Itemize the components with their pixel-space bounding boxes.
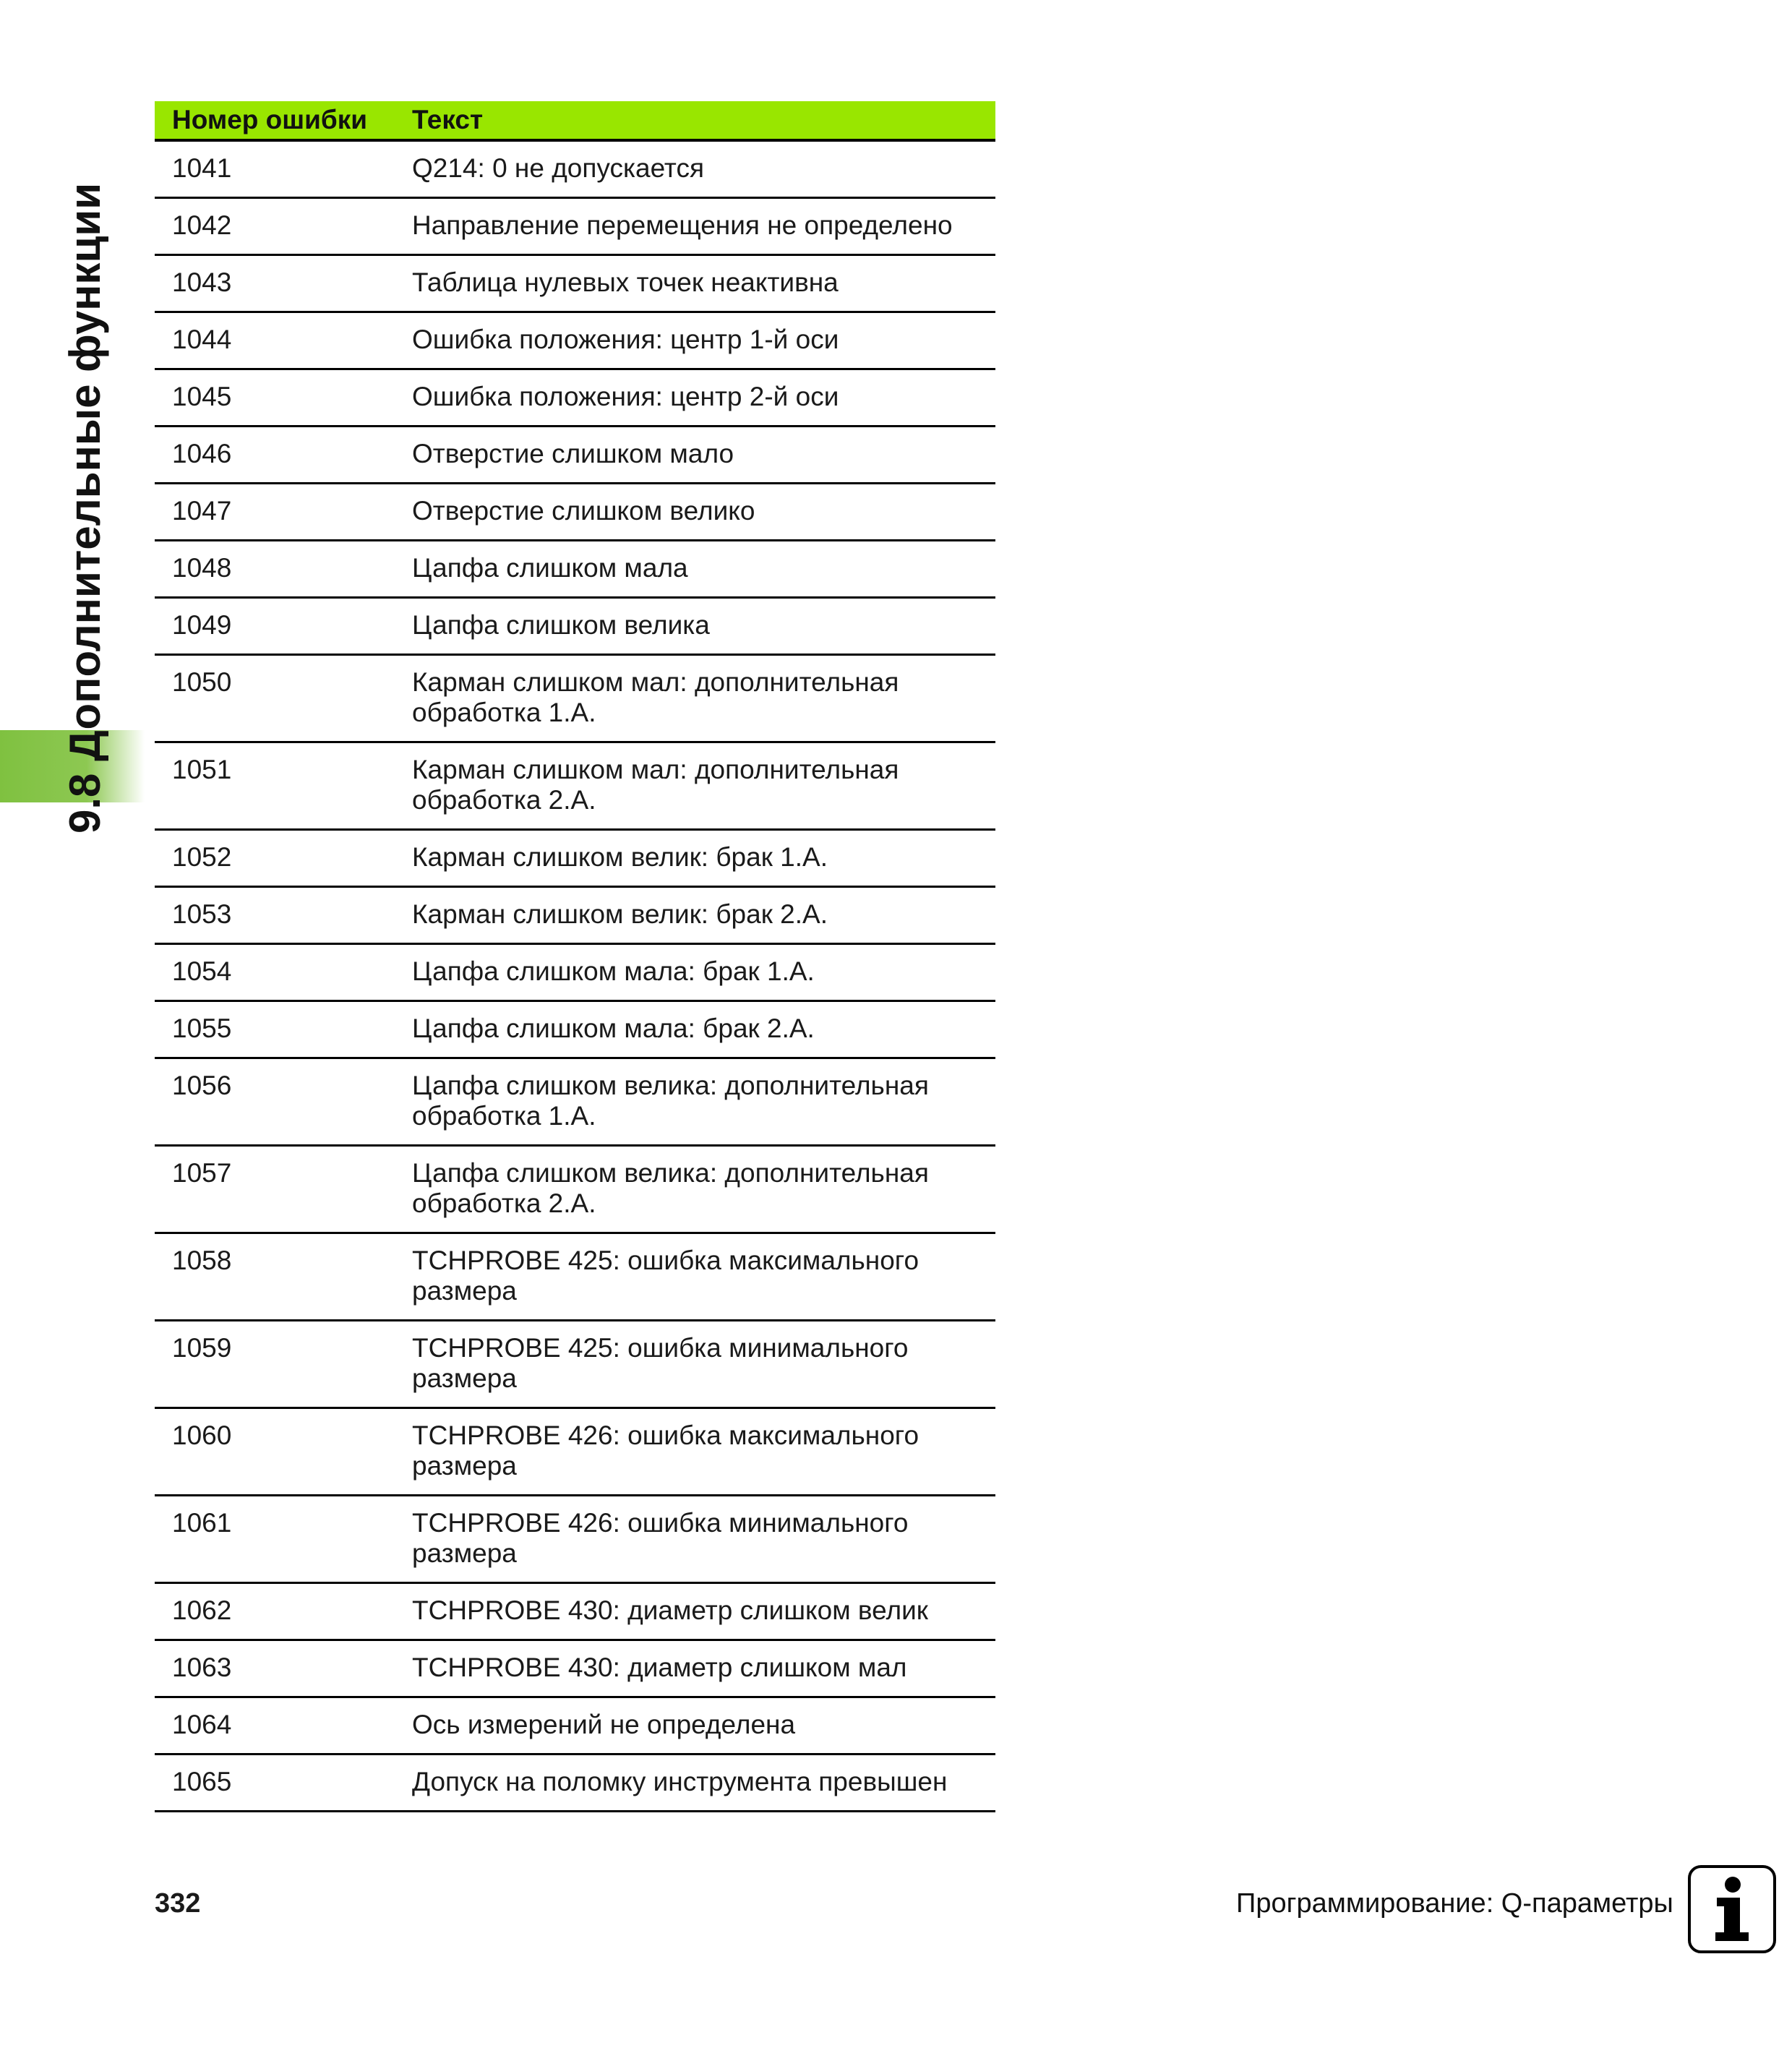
- error-text-line: Цапфа слишком велика: дополнительная: [412, 1071, 929, 1100]
- error-code-cell: 1064: [172, 1710, 232, 1739]
- error-text-cell: [412, 899, 990, 943]
- error-code-cell: 1041: [172, 153, 232, 183]
- error-text-cell: [412, 1508, 990, 1582]
- table-row: [155, 1641, 995, 1698]
- error-text-cell: [412, 210, 990, 254]
- error-text-cell: [412, 439, 990, 482]
- error-text-line: TCHPROBE 425: ошибка максимального: [412, 1246, 919, 1275]
- table-row: [155, 142, 995, 199]
- table-row: [155, 199, 995, 256]
- error-code-cell: 1059: [172, 1333, 232, 1363]
- table-row: [155, 370, 995, 427]
- error-text-line: Карман слишком велик: брак 1.A.: [412, 842, 828, 872]
- table-row: [155, 945, 995, 1002]
- error-text-line: Цапфа слишком мала: [412, 553, 688, 583]
- table-row: [155, 1755, 995, 1812]
- error-text-line: Карман слишком мал: дополнительная: [412, 755, 899, 784]
- error-code-cell: 1048: [172, 553, 232, 583]
- error-text-cell: [412, 1421, 990, 1494]
- table-row: [155, 1147, 995, 1234]
- table-row: [155, 484, 995, 541]
- error-text-cell: [412, 553, 990, 596]
- table-row: [155, 1002, 995, 1059]
- error-text-line: Отверстие слишком велико: [412, 496, 755, 526]
- error-code-cell: 1043: [172, 267, 232, 297]
- error-code-cell: 1062: [172, 1595, 232, 1625]
- error-text-cell: [412, 1014, 990, 1057]
- table-row: [155, 656, 995, 743]
- table-row: [155, 1321, 995, 1409]
- footer-section-title: Программирование: Q-параметры: [1236, 1888, 1673, 1919]
- error-text-cell: [412, 496, 990, 539]
- table-header: [155, 101, 995, 142]
- error-text-cell: [412, 842, 990, 886]
- error-text-line: TCHPROBE 425: ошибка минимального: [412, 1333, 909, 1363]
- error-text-line: TCHPROBE 426: ошибка максимального: [412, 1421, 919, 1450]
- error-code-cell: 1061: [172, 1508, 232, 1538]
- error-code-cell: 1063: [172, 1653, 232, 1682]
- error-text-cell: [412, 755, 990, 828]
- error-text-line: Отверстие слишком мало: [412, 439, 734, 468]
- error-code-cell: 1055: [172, 1014, 232, 1043]
- error-text-line: Карман слишком мал: дополнительная: [412, 667, 899, 697]
- error-code-cell: 1046: [172, 439, 232, 468]
- error-code-cell: 1050: [172, 667, 232, 697]
- header-text: Текст: [412, 105, 484, 134]
- table-row: [155, 313, 995, 370]
- error-text-line: Карман слишком велик: брак 2.A.: [412, 899, 828, 929]
- error-code-cell: 1049: [172, 610, 232, 640]
- error-text-cell: [412, 1071, 990, 1144]
- error-code-cell: 1057: [172, 1158, 232, 1188]
- error-text-line: Таблица нулевых точек неактивна: [412, 267, 839, 297]
- table-row: [155, 256, 995, 313]
- error-text-cell: [412, 1158, 990, 1232]
- error-text-line: Допуск на поломку инструмента превышен: [412, 1767, 948, 1796]
- error-code-cell: 1045: [172, 382, 232, 411]
- table-row: [155, 541, 995, 599]
- error-text-line: обработка 2.A.: [412, 1188, 596, 1218]
- error-text-line: TCHPROBE 430: диаметр слишком велик: [412, 1595, 928, 1625]
- error-code-cell: 1047: [172, 496, 232, 526]
- error-text-line: размера: [412, 1276, 517, 1306]
- error-code-cell: 1053: [172, 899, 232, 929]
- error-text-cell: [412, 1710, 990, 1753]
- page-number: 332: [155, 1888, 201, 1919]
- error-text-line: размера: [412, 1538, 517, 1568]
- error-text-line: Ось измерений не определена: [412, 1710, 796, 1739]
- error-text-line: Цапфа слишком велика: дополнительная: [412, 1158, 929, 1188]
- error-text-line: размера: [412, 1451, 517, 1481]
- error-text-line: размера: [412, 1363, 517, 1393]
- error-text-line: Цапфа слишком мала: брак 2.A.: [412, 1014, 815, 1043]
- error-text-cell: [412, 325, 990, 368]
- table-row: [155, 1584, 995, 1641]
- error-code-cell: 1054: [172, 956, 232, 986]
- error-text-line: Цапфа слишком велика: [412, 610, 710, 640]
- error-text-line: обработка 1.A.: [412, 698, 596, 727]
- error-text-line: обработка 2.A.: [412, 785, 596, 815]
- error-text-line: TCHPROBE 430: диаметр слишком мал: [412, 1653, 907, 1682]
- error-code-cell: 1056: [172, 1071, 232, 1100]
- table-row: [155, 1059, 995, 1147]
- error-text-line: Q214: 0 не допускается: [412, 153, 705, 183]
- table-row: [155, 1409, 995, 1496]
- error-table: [155, 101, 995, 1812]
- error-text-cell: [412, 956, 990, 1000]
- table-row: [155, 1496, 995, 1584]
- error-text-cell: [412, 610, 990, 654]
- error-text-line: TCHPROBE 426: ошибка минимального: [412, 1508, 909, 1538]
- table-row: [155, 427, 995, 484]
- error-text-cell: [412, 667, 990, 741]
- table-row: [155, 599, 995, 656]
- table-row: [155, 831, 995, 888]
- header-error-number: Номер ошибки: [172, 105, 367, 134]
- table-row: [155, 1234, 995, 1321]
- error-code-cell: 1065: [172, 1767, 232, 1796]
- error-code-cell: 1060: [172, 1421, 232, 1450]
- error-text-cell: [412, 1333, 990, 1407]
- error-text-cell: [412, 1595, 990, 1639]
- table-body: [155, 142, 995, 1812]
- error-text-line: Направление перемещения не определено: [412, 210, 953, 240]
- error-text-cell: [412, 1246, 990, 1319]
- error-text-cell: [412, 1653, 990, 1696]
- table-row: [155, 888, 995, 945]
- error-text-line: Ошибка положения: центр 1-й оси: [412, 325, 839, 354]
- error-text-line: Цапфа слишком мала: брак 1.A.: [412, 956, 815, 986]
- error-text-cell: [412, 1767, 990, 1810]
- error-code-cell: 1051: [172, 755, 232, 784]
- info-icon: [1688, 1865, 1776, 1953]
- chapter-side-title: 9.8 Дополнительные функции: [61, 182, 109, 834]
- error-text-line: обработка 1.A.: [412, 1101, 596, 1131]
- table-row: [155, 743, 995, 831]
- error-code-cell: 1052: [172, 842, 232, 872]
- error-code-cell: 1044: [172, 325, 232, 354]
- error-code-cell: 1058: [172, 1246, 232, 1275]
- error-text-cell: [412, 153, 990, 197]
- table-row: [155, 1698, 995, 1755]
- error-text-cell: [412, 382, 990, 425]
- error-code-cell: 1042: [172, 210, 232, 240]
- error-text-cell: [412, 267, 990, 311]
- error-text-line: Ошибка положения: центр 2-й оси: [412, 382, 839, 411]
